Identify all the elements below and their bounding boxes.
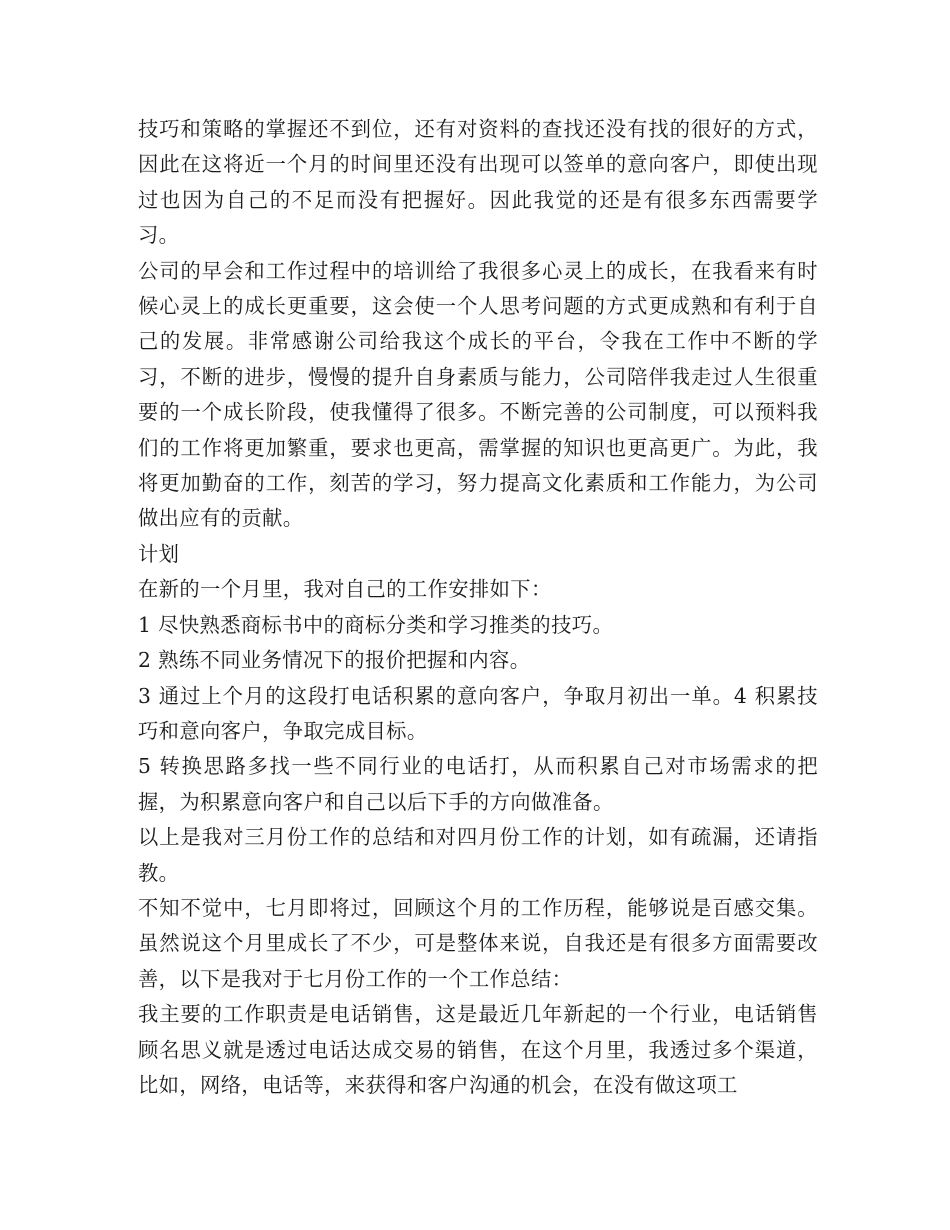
paragraph-skills-shortfall: 技巧和策略的掌握还不到位，还有对资料的查找还没有找的很好的方式，因此在这将近一个月的时间里还没有出现可以签单的意向客户，即使出现过也因为自己的不足而没有把握好。因此我觉的还是有很多东西需要学习。	[138, 117, 818, 248]
plan-item-1: 1 尽快熟悉商标书中的商标分类和学习推类的技巧。	[138, 612, 614, 637]
paragraph-company-growth: 公司的早会和工作过程中的培训给了我很多心灵上的成长，在我看来有时候心灵上的成长更重要，这会使一个人思考问题的方式更成熟和有利于自己的发展。非常感谢公司给我这个成长的平台，令我在工作中不断的学习，不断的进步，慢慢的提升自身素质与能力，公司陪伴我走过人生很重要的一个成长阶段，使我懂得了很多。不断完善的公司制度，可以预料我们的工作将更加繁重，要求也更高，需掌握的知识也更高更广。为此，我将更加勤奋的工作，刻苦的学习，努力提高文化素质和工作能力，为公司做出应有的贡献。	[138, 258, 818, 531]
section-heading-plan: 计划	[138, 541, 180, 566]
plan-item-5: 5 转换思路多找一些不同行业的电话打，从而积累自己对市场需求的把握，为积累意向客户和自己以后下手的方向做准备。	[138, 754, 818, 814]
paragraph-job-duties: 我主要的工作职责是电话销售，这是最近几年新起的一个行业，电话销售顾名思义就是透过电话达成交易的销售，在这个月里，我透过多个渠道，比如，网络，电话等，来获得和客户沟通的机会，在没有做这项工	[138, 1002, 818, 1097]
document-body	[138, 112, 818, 1103]
paragraph-july-review: 不知不觉中，七月即将过，回顾这个月的工作历程，能够说是百感交集。虽然说这个月里成长了不少，可是整体来说，自我还是有很多方面需要改善，以下是我对于七月份工作的一个工作总结：	[138, 895, 818, 991]
paragraph-plan-intro: 在新的一个月里，我对自己的工作安排如下：	[138, 577, 552, 602]
plan-item-2: 2 熟练不同业务情况下的报价把握和内容。	[138, 648, 531, 673]
paragraph-closing: 以上是我对三月份工作的总结和对四月份工作的计划，如有疏漏，还请指教。	[138, 825, 818, 885]
plan-item-3-4: 3 通过上个月的这段打电话积累的意向客户，争取月初出一单。4 积累技巧和意向客户，争取完成目标。	[138, 683, 818, 743]
